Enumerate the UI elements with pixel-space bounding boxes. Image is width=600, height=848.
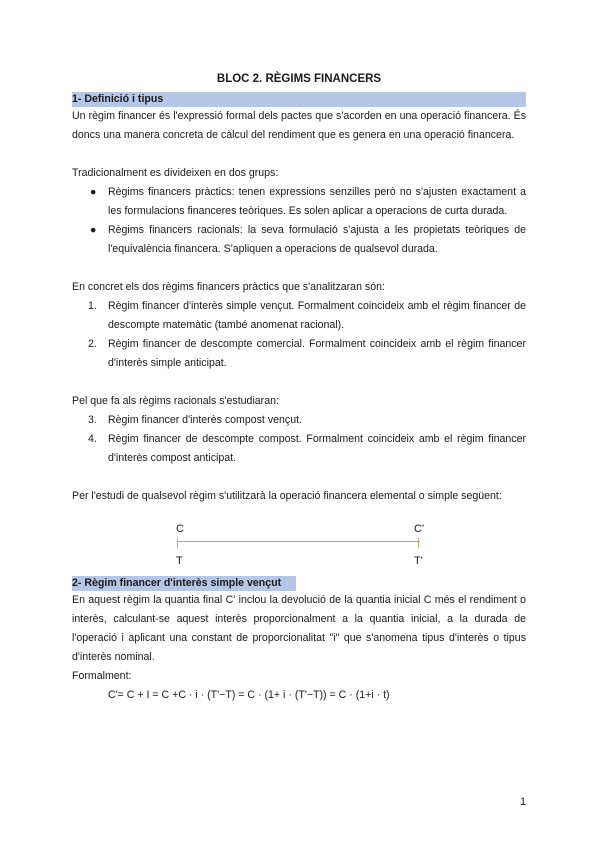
study-intro: Per l'estudi de qualsevol règim s'utilitzarà la operació financera elemental o simple següent: — [72, 490, 502, 502]
groups-intro: Tradicionalment es divideixen en dos grups: — [72, 167, 279, 179]
bullet-icon: ● — [90, 224, 97, 236]
formal-label: Formalment: — [72, 670, 132, 682]
list-item: 2. Règim financer de descompte comercial. Formalment coincideix amb el règim financer d'interès simple anticipat. — [88, 338, 526, 369]
diagram-label-c: C — [176, 523, 184, 535]
document-page — [72, 68, 526, 705]
bullet-list — [72, 183, 526, 259]
diagram-label-t: T — [176, 555, 183, 567]
diagram-tick-left: | — [176, 537, 179, 549]
document-title: BLOC 2. RÈGIMS FINANCERS — [216, 73, 382, 85]
list-item: 3. Règim financer d'interès compost vençut. — [88, 414, 302, 426]
list-item: 1. Règim financer d'interès simple vençut. Formalment coincideix amb el règim financer de descompte matemàtic (també anomenat racional). — [88, 300, 526, 331]
spacer — [72, 468, 526, 487]
spacer — [72, 145, 526, 164]
rational-intro: Pel que fa als règims racionals s'estudiaran: — [72, 395, 279, 407]
list-item: ● Règims financers racionals: la seva formulació s'ajusta a les propietats teòriques de l'equivalència financera. S'apliquen a operacions de qualsevol durada. — [72, 221, 526, 259]
practical-list — [72, 297, 526, 373]
intro-paragraph: Un règim financer és l'expressió formal dels pactes que s'acorden en una operació financera. És doncs una manera concreta de càlcul del rendiment que es genera en una operació financera. — [72, 110, 526, 141]
timeline-diagram — [72, 512, 526, 576]
practical-intro: En concret els dos règims financers pràctics que s'analitzaran són: — [72, 281, 385, 293]
section-heading-simple-interest: 2- Règim financer d'interès simple vençut — [72, 576, 296, 591]
section-heading-definition: 1- Definició i tipus — [72, 92, 526, 107]
spacer — [72, 373, 526, 392]
formula: C'= C + I = C +C · i · (T'−T) = C · (1+ i · (T'−T)) = C · (1+i · t) — [108, 689, 390, 701]
spacer — [72, 259, 526, 278]
list-item: 4. Règim financer de descompte compost. Formalment coincideix amb el règim financer d'interès compost anticipat. — [88, 433, 526, 464]
simple-interest-paragraph: En aquest règim la quantia final C' inclou la devolució de la quantia inicial C més el rendiment o interès, calculant-se aquest interès proporcionalment a la quantia inicial, a la durada de l'operació i aplicant una constant de proporcionalitat "i" que s'anomena tipus d'interès o tipus d'interès nominal. — [72, 594, 526, 663]
bullet-icon: ● — [90, 186, 97, 198]
page-number: 1 — [520, 796, 526, 808]
diagram-label-t-prime: T' — [414, 555, 423, 567]
timeline-line — [178, 541, 420, 542]
diagram-label-c-prime: C' — [414, 523, 425, 535]
rational-list — [72, 411, 526, 468]
diagram-tick-right: | — [417, 537, 420, 549]
list-item: ● Règims financers pràctics: tenen expressions senzilles però no s'ajusten exactament a les formulacions financeres teòriques. Es solen aplicar a operacions de curta durada. — [72, 183, 526, 221]
